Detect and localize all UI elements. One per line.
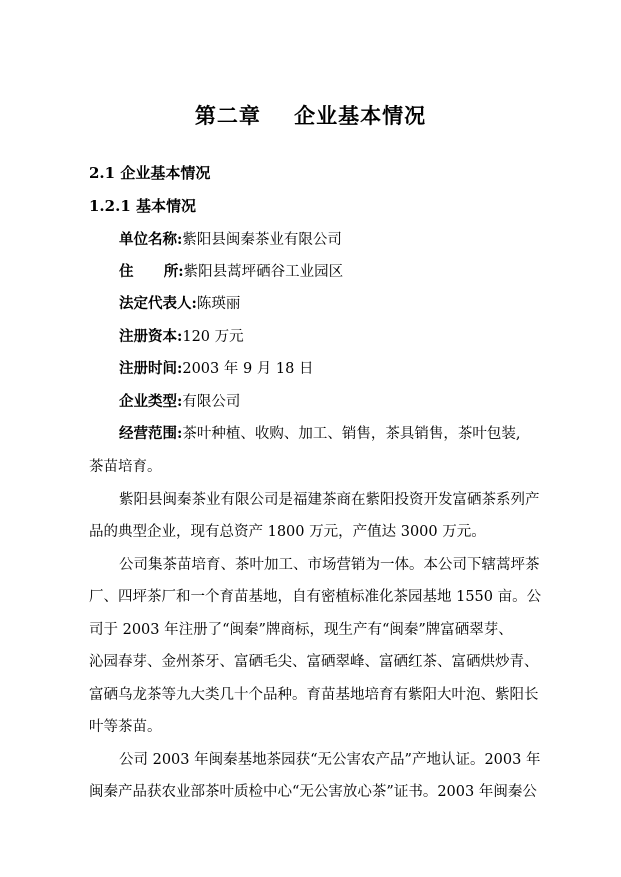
paragraph-line: 司于 2003 年注册了“闽秦”牌商标，现生产有“闽秦”牌富硒翠芽、 [89,622,513,638]
business-scope-continuation: 茶苗培育。 [89,459,162,475]
field-registration-date [119,357,313,378]
field-registered-capital [119,325,244,346]
paragraph-line: 紫阳县闽秦茶业有限公司是福建茶商在紫阳投资开发富硒茶系列产 [119,492,540,508]
field-legal-rep [119,292,240,313]
field-value: 120 万元 [182,329,244,345]
field-value: 2003 年 9 月 18 日 [182,361,314,377]
paragraph-line: 闽秦产品获农业部茶叶质检中心“无公害放心茶”证书。2003 年闽秦公 [89,784,537,800]
field-label: 住 所: [119,263,184,280]
field-value: 茶叶种植、收购、加工、销售，茶具销售，茶叶包装, [182,426,521,442]
field-business-scope [119,422,520,443]
field-label: 注册时间: [119,360,183,377]
subsection-heading: 1.2.1 基本情况 [89,197,196,215]
field-label: 注册资本: [119,328,183,345]
field-label: 企业类型: [119,393,183,410]
paragraph-line: 厂、四坪茶厂和一个育苗基地，自有密植标准化茶园基地 1550 亩。公 [89,589,542,605]
field-company-name [119,228,342,249]
section-heading: 2.1 企业基本情况 [89,164,211,182]
field-label: 经营范围: [119,425,183,442]
paragraph-line: 叶等茶苗。 [89,719,162,735]
paragraph-line: 公司 2003 年闽秦基地茶园获“无公害农产品”产地认证。2003 年 [119,752,541,768]
paragraph-line: 公司集茶苗培育、茶叶加工、市场营销为一体。本公司下辖蒿坪茶 [119,557,540,573]
paragraph-line: 富硒乌龙茶等九大类几十个品种。育苗基地培育有紫阳大叶泡、紫阳长 [89,687,539,703]
chapter-title: 第二章 企业基本情况 [194,103,427,128]
field-company-type [119,390,240,411]
field-label: 单位名称: [119,231,183,248]
field-value: 紫阳县蒿坪硒谷工业园区 [183,264,344,280]
field-label: 法定代表人: [119,295,197,312]
paragraph-line: 品的典型企业，现有总资产 1800 万元，产值达 3000 万元。 [89,524,486,540]
field-value: 有限公司 [182,394,241,410]
paragraph-line: 沁园春芽、金州茶牙、富硒毛尖、富硒翠峰、富硒红茶、富硒烘炒青、 [89,654,539,670]
field-value: 陈瑛丽 [196,296,241,312]
field-address [119,260,343,281]
field-value: 紫阳县闽秦茶业有限公司 [182,232,342,248]
